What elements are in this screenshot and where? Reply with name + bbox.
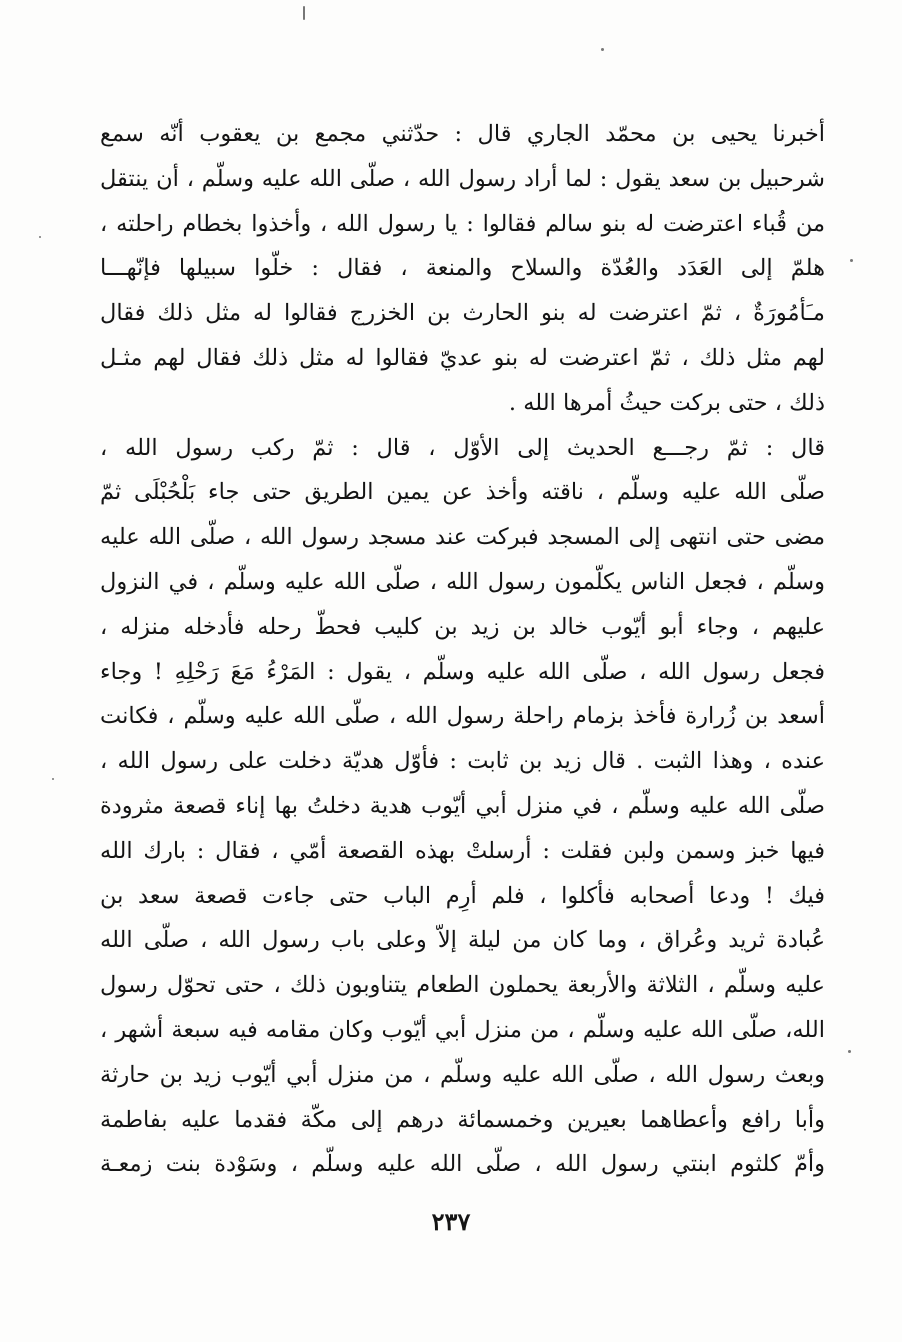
scan-speck [601, 48, 604, 51]
text-line: لهم مثل ذلك ، ثمّ اعترضت له بنو عديّ فقالوا له مثل ذلك فقال لهم مثـل [100, 344, 825, 371]
text-line: وأبا رافع وأعطاهما بعيرين وخمسمائة درهم إلى مكّة فقدما عليه بفاطمة [100, 1106, 825, 1133]
scan-speck [850, 259, 853, 262]
text-line: شرحبيل بن سعد يقول : لما أراد رسول الله ، صلّى الله عليه وسلّم ، أن ينتقل [100, 165, 825, 192]
text-line: عُبادة ثريد وعُراق ، وما كان من ليلة إلاّ وعلى باب رسول الله ، صلّى الله [100, 927, 825, 954]
main-text [100, 112, 825, 1187]
text-line: أسعد بن زُرارة فأخذ بزمام راحلة رسول الله ، صلّى الله عليه وسلّم ، فكانت [100, 703, 825, 730]
scan-speck [848, 1050, 851, 1053]
scan-speck [303, 6, 305, 20]
text-line: الله، صلّى الله عليه وسلّم ، من منزل أبي أيّوب وكان مقامه فيه سبعة أشهر ، [100, 1016, 825, 1043]
text-line: عنده ، وهذا الثبت . قال زيد بن ثابت : فأوّل هديّة دخلت على رسول الله ، [100, 748, 825, 775]
text-line: فيك ! ودعا أصحابه فأكلوا ، فلم أرِم الباب حتى جاءت قصعة سعد بن [100, 882, 825, 909]
text-line: فجعل رسول الله ، صلّى الله عليه وسلّم ، يقول : المَرْءُ مَعَ رَحْلِهِ ! وجاء [100, 658, 825, 685]
text-line: أخبرنا يحيى بن محمّد الجاري قال : حدّثني مجمع بن يعقوب أنّه سمع [100, 121, 825, 147]
text-line: فيها خبز وسمن ولبن فقلت : أرسلتْ بهذه القصعة أمّي ، فقال : بارك الله [100, 837, 825, 864]
page-number: ٢٣٧ [431, 1207, 471, 1236]
paragraph [100, 112, 825, 426]
text-line: عليهم ، وجاء أبو أيّوب خالد بن زيد بن كليب فحطّ رحله فأدخله منزله ، [100, 613, 825, 640]
text-line: من قُباء اعترضت له بنو سالم فقالوا : يا رسول الله ، وأخذوا بخطام راحلته ، [100, 210, 825, 237]
text-line: وسلّم ، فجعل الناس يكلّمون رسول الله ، صلّى الله عليه وسلّم ، في النزول [100, 568, 825, 595]
text-line: ذلك ، حتى بركت حيثُ أمرها الله . [508, 389, 825, 416]
scan-speck [52, 778, 54, 780]
text-line: هلمّ إلى العَدَد والعُدّة والسلاح والمنعة ، فقال : خلّوا سبيلها فإنّهـــا [100, 255, 825, 282]
text-line: وأمّ كلثوم ابنتي رسول الله ، صلّى الله عليه وسلّم ، وسَوْدة بنت زمعـة [100, 1151, 825, 1178]
paragraph [100, 426, 825, 1188]
scan-speck [39, 236, 41, 238]
text-line: عليه وسلّم ، الثلاثة والأربعة يحملون الطعام يتناوبون ذلك ، حتى تحوّل رسول [100, 972, 825, 999]
text-line: قال : ثمّ رجـــع الحديث إلى الأوّل ، قال : ثمّ ركب رسول الله ، [100, 434, 825, 461]
text-line: مـَأمُورَةٌ ، ثمّ اعترضت له بنو الحارث بن الخزرج فقالوا له مثل ذلك فقال [100, 300, 825, 327]
text-line: وبعث رسول الله ، صلّى الله عليه وسلّم ، من منزل أبي أيّوب زيد بن حارثة [100, 1061, 825, 1088]
text-line: مضى حتى انتهى إلى المسجد فبركت عند مسجد رسول الله ، صلّى الله عليه [100, 524, 825, 551]
text-line: صلّى الله عليه وسلّم ، في منزل أبي أيّوب هدية دخلتُ بها إناء قصعة مثرودة [100, 792, 825, 819]
text-line: صلّى الله عليه وسلّم ، ناقته وأخذ عن يمين الطريق حتى جاء بَلْحُبْلَى ثمّ [100, 479, 825, 506]
